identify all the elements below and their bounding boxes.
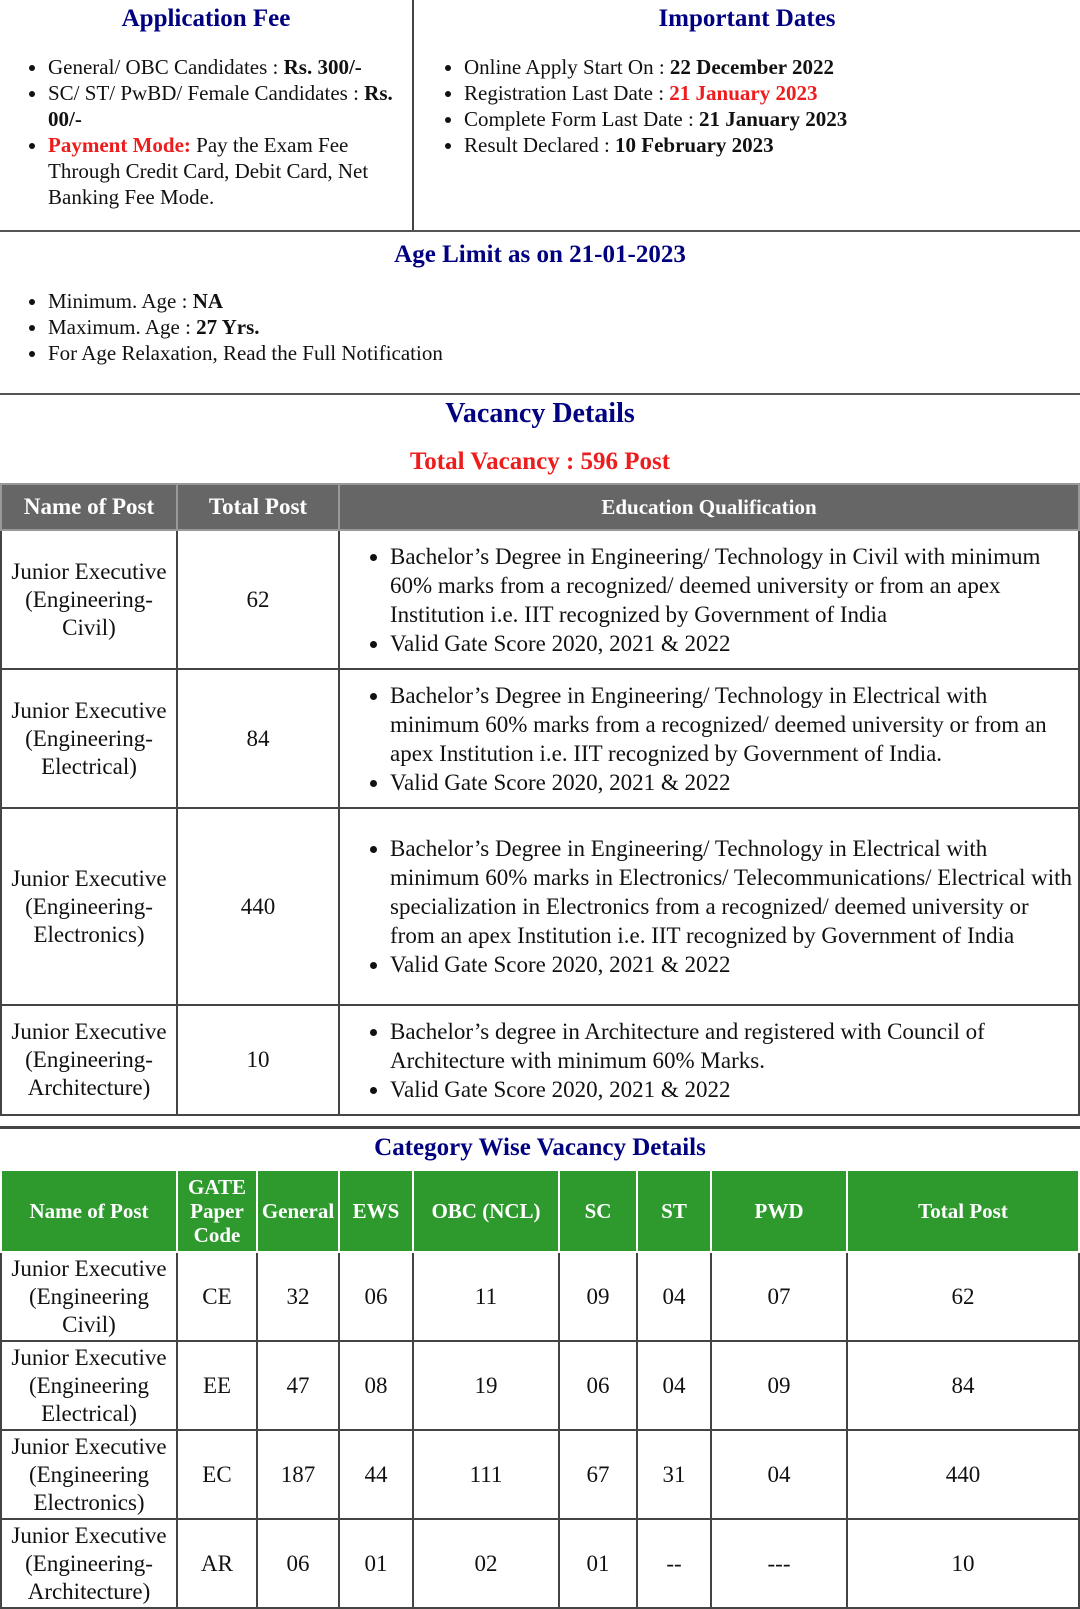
pwd-count: 07: [711, 1252, 847, 1341]
gate-code: AR: [177, 1519, 257, 1608]
post-name: Junior Executive (Engineering- Civil): [1, 530, 177, 669]
table-row: [1, 1341, 1079, 1430]
post-education: • Bachelor’s degree in Architecture and registered with Council of Architecture with minimum 60% Marks. • Valid Gate Score 2020, 2021 & 2022: [339, 1005, 1079, 1115]
header-name-of-post: Name of Post: [1, 484, 177, 530]
sc-count: 01: [559, 1519, 637, 1608]
category-header-row: [1, 1170, 1079, 1252]
header-general: General: [257, 1170, 339, 1252]
st-count: --: [637, 1519, 711, 1608]
post-name: Junior Executive (Engineering Electrical): [1, 1341, 177, 1430]
st-count: 04: [637, 1341, 711, 1430]
date-item: [464, 54, 1080, 80]
gate-code: EE: [177, 1341, 257, 1430]
general-count: 187: [257, 1430, 339, 1519]
pwd-count: ---: [711, 1519, 847, 1608]
date-value: 10 February 2023: [615, 133, 774, 157]
payment-mode-label: Payment Mode:: [48, 133, 191, 157]
post-total: 10: [177, 1005, 339, 1115]
date-value: 21 January 2023: [669, 81, 818, 105]
post-name: Junior Executive (Engineering Civil): [1, 1252, 177, 1341]
date-item: [464, 132, 1080, 158]
date-value: 22 December 2022: [669, 55, 834, 79]
header-ews: EWS: [339, 1170, 413, 1252]
date-value: 21 January 2023: [699, 107, 848, 131]
post-name: Junior Executive (Engineering- Electrical): [1, 669, 177, 808]
age-limit-section: [0, 240, 1080, 395]
post-total: 62: [177, 530, 339, 669]
top-info-block: [0, 0, 1080, 232]
age-value: 27 Yrs.: [196, 315, 260, 339]
post-name: Junior Executive (Engineering Electronics): [1, 1430, 177, 1519]
category-wise-title: Category Wise Vacancy Details: [0, 1126, 1080, 1163]
sc-count: 67: [559, 1430, 637, 1519]
sc-count: 06: [559, 1341, 637, 1430]
payment-mode-text: Pay the Exam Fee Through Credit Card, Debit Card, Net Banking Fee Mode.: [48, 133, 369, 209]
header-education: Education Qualification: [339, 484, 1079, 530]
st-count: 04: [637, 1252, 711, 1341]
table-row: [1, 1430, 1079, 1519]
age-label: Maximum. Age :: [48, 315, 197, 339]
post-name: Junior Executive (Engineering- Architecture): [1, 1519, 177, 1608]
st-count: 31: [637, 1430, 711, 1519]
obc-count: 111: [413, 1430, 559, 1519]
table-row: [1, 1519, 1079, 1608]
ews-count: 06: [339, 1252, 413, 1341]
date-label: Online Apply Start On :: [464, 55, 670, 79]
header-sc: SC: [559, 1170, 637, 1252]
table-row: [1, 530, 1079, 669]
age-item: [48, 340, 1080, 366]
table-row: [1, 808, 1079, 1005]
total-count: 10: [847, 1519, 1079, 1608]
important-dates-title: Important Dates: [658, 5, 836, 32]
obc-count: 02: [413, 1519, 559, 1608]
general-count: 32: [257, 1252, 339, 1341]
fee-value: Rs. 00/-: [48, 81, 393, 131]
post-name: Junior Executive (Engineering- Architecture): [1, 1005, 177, 1115]
header-total-post: Total Post: [847, 1170, 1079, 1252]
post-education: • Bachelor’s Degree in Engineering/ Technology in Electrical with minimum 60% marks in Electronics/ Telecommunications/ Electrical with specialization in Electronics from a recognized/ deemed university or from an apex Institution i.e. IIT recognized by Government of India • Valid Gate Score 2020, 2021 & 2022: [339, 808, 1079, 1005]
ews-count: 08: [339, 1341, 413, 1430]
fee-label: SC/ ST/ PwBD/ Female Candidates :: [48, 81, 365, 105]
header-name-of-post: Name of Post: [1, 1170, 177, 1252]
category-table: [0, 1169, 1080, 1609]
gate-code: EC: [177, 1430, 257, 1519]
post-total: 84: [177, 669, 339, 808]
obc-count: 19: [413, 1341, 559, 1430]
header-obc: OBC (NCL): [413, 1170, 559, 1252]
total-count: 62: [847, 1252, 1079, 1341]
pwd-count: 09: [711, 1341, 847, 1430]
obc-count: 11: [413, 1252, 559, 1341]
vacancy-details-title: Vacancy Details: [445, 398, 635, 429]
fee-value: Rs. 300/-: [283, 55, 362, 79]
fee-label: General/ OBC Candidates :: [48, 55, 284, 79]
application-fee-list: [0, 54, 412, 210]
ews-count: 01: [339, 1519, 413, 1608]
total-vacancy: Total Vacancy : 596 Post: [409, 448, 671, 475]
ews-count: 44: [339, 1430, 413, 1519]
post-education: • Bachelor’s Degree in Engineering/ Technology in Civil with minimum 60% marks from a recognized/ deemed university or from an apex Institution i.e. IIT recognized by Government of India • Valid Gate Score 2020, 2021 & 2022: [339, 530, 1079, 669]
general-count: 47: [257, 1341, 339, 1430]
table-row: [1, 669, 1079, 808]
header-gate-code: GATE Paper Code: [177, 1170, 257, 1252]
pwd-count: 04: [711, 1430, 847, 1519]
header-total-post: Total Post: [177, 484, 339, 530]
fee-item: [48, 80, 412, 132]
date-label: Registration Last Date :: [464, 81, 670, 105]
header-st: ST: [637, 1170, 711, 1252]
age-limit-list: [0, 288, 1080, 366]
table-row: [1, 1252, 1079, 1341]
age-item: [48, 314, 1080, 340]
total-count: 84: [847, 1341, 1079, 1430]
date-item: [464, 106, 1080, 132]
important-dates-list: [414, 54, 1080, 158]
vacancy-table: [0, 483, 1080, 1116]
payment-mode-item: [48, 132, 412, 210]
total-count: 440: [847, 1430, 1079, 1519]
application-fee-title: Application Fee: [121, 5, 291, 32]
application-fee-section: [0, 0, 414, 230]
header-pwd: PWD: [711, 1170, 847, 1252]
post-name: Junior Executive (Engineering- Electronics): [1, 808, 177, 1005]
fee-item: [48, 54, 412, 80]
age-label: Minimum. Age :: [48, 289, 193, 313]
gate-code: CE: [177, 1252, 257, 1341]
general-count: 06: [257, 1519, 339, 1608]
age-value: NA: [192, 289, 224, 313]
date-label: Result Declared :: [464, 133, 616, 157]
age-item: [48, 288, 1080, 314]
age-limit-title: Age Limit as on 21-01-2023: [394, 241, 686, 268]
post-education: • Bachelor’s Degree in Engineering/ Technology in Electrical with minimum 60% marks from a recognized/ deemed university or from an apex Institution i.e. IIT recognized by Government of India. • Valid Gate Score 2020, 2021 & 2022: [339, 669, 1079, 808]
table-row: [1, 1005, 1079, 1115]
vacancy-header-row: [1, 484, 1079, 530]
post-total: 440: [177, 808, 339, 1005]
important-dates-section: [414, 0, 1080, 230]
date-label: Complete Form Last Date :: [464, 107, 700, 131]
age-label: For Age Relaxation, Read the Full Notification: [48, 341, 443, 365]
date-item: [464, 80, 1080, 106]
sc-count: 09: [559, 1252, 637, 1341]
